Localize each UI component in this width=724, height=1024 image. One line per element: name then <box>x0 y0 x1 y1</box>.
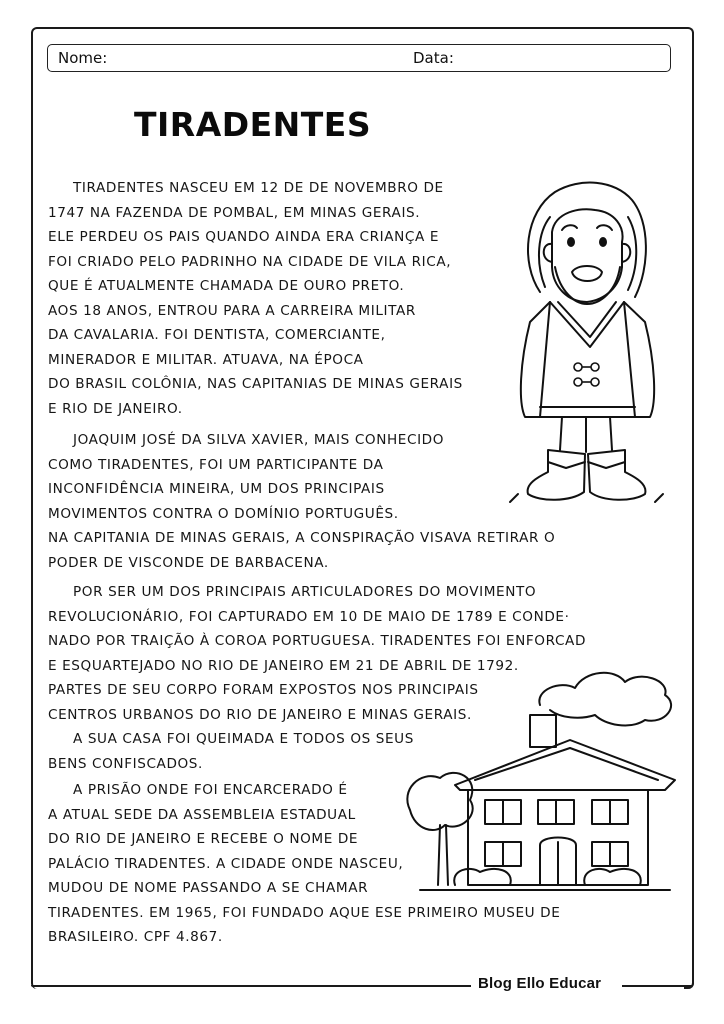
text-line: E ESQUARTEJADO NO RIO DE JANEIRO EM 21 DE ABRIL DE 1792. <box>48 657 519 674</box>
text-line: CENTROS URBANOS DO RIO DE JANEIRO E MINAS GERAIS. <box>48 706 472 723</box>
date-field-label: Data: <box>413 49 454 67</box>
house-illustration <box>400 660 690 895</box>
text-line: A PRISÃO ONDE FOI ENCARCERADO É <box>73 782 348 798</box>
text-line: BRASILEIRO. CPF 4.867. <box>48 929 223 945</box>
paragraph-1 <box>48 176 463 421</box>
text-line: INCONFIDÊNCIA MINEIRA, UM DOS PRINCIPAIS <box>48 481 385 497</box>
text-line: TIRADENTES. EM 1965, FOI FUNDADO AQUE ESE PRIMEIRO MUSEU DE <box>48 904 561 921</box>
text-line: JOAQUIM JOSÉ DA SILVA XAVIER, MAIS CONHECIDO <box>73 432 445 448</box>
text-line: DO BRASIL COLÔNIA, NAS CAPITANIAS DE MINAS GERAIS <box>48 376 463 392</box>
name-field-label: Nome: <box>58 49 108 67</box>
text-line: PALÁCIO TIRADENTES. A CIDADE ONDE NASCEU, <box>48 855 404 872</box>
page-border-bottom-right <box>622 985 692 987</box>
text-line: A SUA CASA FOI QUEIMADA E TODOS OS SEUS <box>73 731 414 747</box>
paragraph-4 <box>48 727 414 776</box>
text-line: BENS CONFISCADOS. <box>48 755 203 772</box>
text-line: REVOLUCIONÁRIO, FOI CAPTURADO EM 10 DE MAIO DE 1789 E CONDE· <box>48 608 570 625</box>
text-line: ELE PERDEU OS PAIS QUANDO AINDA ERA CRIANÇA E <box>48 229 440 245</box>
text-line: NA CAPITANIA DE MINAS GERAIS, A CONSPIRAÇÃO VISAVA RETIRAR O <box>48 530 556 546</box>
text-line: NADO POR TRAIÇÃO À COROA PORTUGUESA. TIRADENTES FOI ENFORCAD <box>48 633 587 649</box>
tiradentes-character-illustration <box>500 172 670 517</box>
text-line: 1747 NA FAZENDA DE POMBAL, EM MINAS GERAIS. <box>48 204 421 221</box>
text-line: AOS 18 ANOS, ENTROU PARA A CARREIRA MILITAR <box>48 302 416 319</box>
paragraph-2 <box>48 428 555 575</box>
text-line: PARTES DE SEU CORPO FORAM EXPOSTOS NOS PRINCIPAIS <box>48 682 479 698</box>
text-line: DA CAVALARIA. FOI DENTISTA, COMERCIANTE, <box>48 327 386 343</box>
name-date-box <box>47 44 671 72</box>
page-border-corner <box>684 975 694 989</box>
text-line: E RIO DE JANEIRO. <box>48 400 183 417</box>
page-border-bottom-left <box>31 985 471 987</box>
text-line: POR SER UM DOS PRINCIPAIS ARTICULADORES DO MOVIMENTO <box>73 584 537 600</box>
text-line: A ATUAL SEDE DA ASSEMBLEIA ESTADUAL <box>48 806 356 823</box>
text-line: MINERADOR E MILITAR. ATUAVA, NA ÉPOCA <box>48 351 364 368</box>
text-line: DO RIO DE JANEIRO E RECEBE O NOME DE <box>48 831 359 847</box>
text-line: FOI CRIADO PELO PADRINHO NA CIDADE DE VILA RICA, <box>48 253 452 270</box>
text-line: QUE É ATUALMENTE CHAMADA DE OURO PRETO. <box>48 278 405 294</box>
text-line: MOVIMENTOS CONTRA O DOMÍNIO PORTUGUÊS. <box>48 505 399 522</box>
page-title: TIRADENTES <box>134 105 372 144</box>
text-line: PODER DE VISCONDE DE BARBACENA. <box>48 554 329 571</box>
footer-brand: Blog Ello Educar <box>478 975 602 992</box>
text-line: COMO TIRADENTES, FOI UM PARTICIPANTE DA <box>48 456 384 473</box>
text-line: TIRADENTES NASCEU EM 12 DE DE NOVEMBRO DE <box>73 180 444 196</box>
text-line: MUDOU DE NOME PASSANDO A SE CHAMAR <box>48 880 369 896</box>
